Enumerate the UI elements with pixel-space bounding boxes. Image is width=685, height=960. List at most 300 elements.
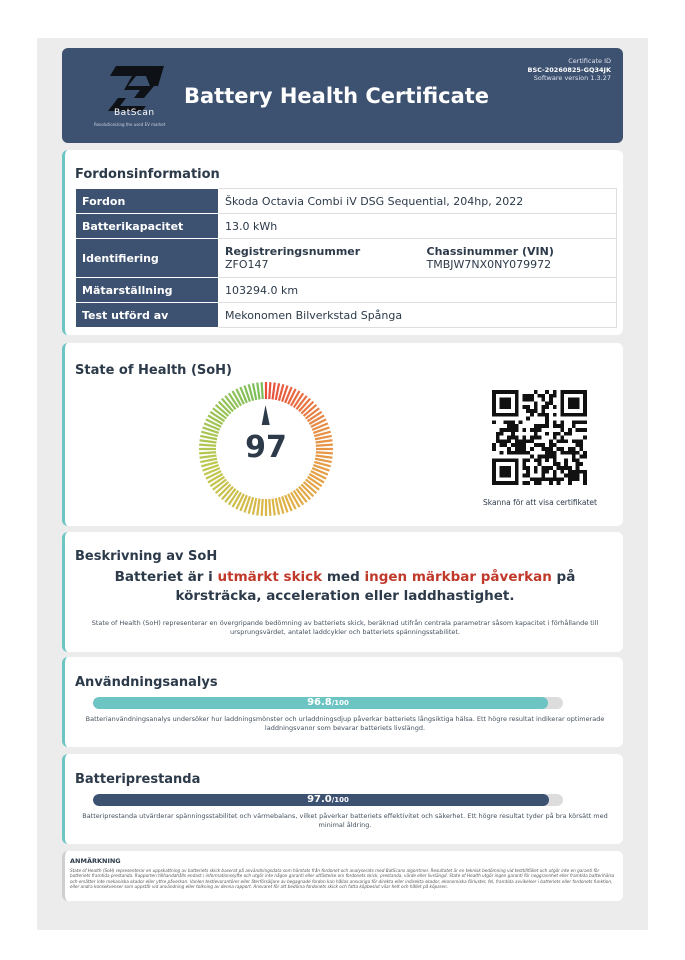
qr-module (579, 443, 583, 447)
qr-module (541, 474, 545, 478)
table-row (76, 278, 617, 303)
qr-module (530, 439, 534, 443)
qr-module (500, 481, 504, 485)
gauge-tick (262, 382, 263, 399)
qr-module (568, 398, 572, 402)
qr-module (503, 401, 507, 405)
qr-module (538, 455, 542, 459)
qr-module (515, 470, 519, 474)
qr-module (576, 458, 580, 462)
qr-module (500, 401, 504, 405)
qr-module (549, 443, 553, 447)
qr-module (511, 420, 515, 424)
qr-module (515, 424, 519, 428)
gauge-tick (262, 499, 263, 516)
qr-module (583, 394, 587, 398)
verdict-highlight: utmärkt skick (217, 569, 323, 585)
qr-module (522, 481, 526, 485)
qr-module (511, 443, 515, 447)
qr-module (534, 477, 538, 481)
qr-module (538, 458, 542, 462)
qr-module (522, 466, 526, 470)
qr-module (568, 474, 572, 478)
qr-module (572, 424, 576, 428)
qr-module (538, 481, 542, 485)
gauge-tick (269, 499, 270, 516)
qr-module (568, 401, 572, 405)
qr-module (530, 394, 534, 398)
qr-module (557, 477, 561, 481)
qr-module (579, 428, 583, 432)
verdict-text: på körsträcka, acceleration eller laddhastighet. (175, 569, 576, 604)
qr-module (496, 390, 500, 394)
qr-module (564, 466, 568, 470)
qr-module (511, 458, 515, 462)
qr-module (564, 439, 568, 443)
gauge-tick (276, 383, 279, 400)
gauge-tick (273, 499, 275, 516)
battery-performance-card (62, 754, 623, 844)
vin-value: TMBJW7NX0NY079972 (426, 258, 552, 271)
qr-module (534, 481, 538, 485)
verdict-highlight: ingen märkbar påverkan (364, 569, 552, 585)
batscan-logo-icon (106, 64, 168, 112)
qr-module (572, 405, 576, 409)
qr-module (560, 439, 564, 443)
qr-module (534, 424, 538, 428)
gauge-tick (257, 499, 259, 516)
gauge-tick (253, 383, 256, 400)
soh-title: State of Health (SoH) (75, 363, 232, 378)
qr-module (560, 470, 564, 474)
qr-module (545, 470, 549, 474)
qr-module (526, 458, 530, 462)
qr-module (492, 462, 496, 466)
qr-module (503, 413, 507, 417)
qr-module (496, 432, 500, 436)
qr-module (492, 466, 496, 470)
gauge-tick (316, 452, 333, 453)
qr-module (522, 447, 526, 451)
qr-module (568, 470, 572, 474)
qr-module (553, 470, 557, 474)
qr-module (583, 390, 587, 394)
performance-score-bar (93, 794, 563, 806)
qr-module (560, 394, 564, 398)
qr-module (492, 447, 496, 451)
qr-module (507, 401, 511, 405)
qr-module (572, 398, 576, 402)
qr-module (576, 401, 580, 405)
qr-module (576, 413, 580, 417)
qr-module (553, 462, 557, 466)
qr-module (515, 428, 519, 432)
qr-module (507, 447, 511, 451)
qr-module (538, 477, 542, 481)
certificate-header (62, 48, 623, 143)
qr-module (503, 458, 507, 462)
qr-module (568, 428, 572, 432)
qr-module (560, 398, 564, 402)
qr-module (500, 474, 504, 478)
qr-module (519, 447, 523, 451)
qr-module (538, 413, 542, 417)
qr-module (492, 474, 496, 478)
qr-module (549, 451, 553, 455)
qr-module (503, 405, 507, 409)
qr-module (538, 462, 542, 466)
qr-module (576, 477, 580, 481)
gauge-tick (253, 498, 256, 515)
qr-module (564, 451, 568, 455)
soh-gauge (196, 379, 336, 519)
row-value (219, 239, 617, 278)
qr-module (568, 451, 572, 455)
qr-module (507, 439, 511, 443)
qr-module (553, 458, 557, 462)
certificate-qr-code[interactable] (492, 390, 587, 485)
qr-module (576, 466, 580, 470)
qr-module (572, 455, 576, 459)
qr-module (492, 481, 496, 485)
qr-module (545, 458, 549, 462)
qr-module (530, 398, 534, 402)
qr-module (500, 413, 504, 417)
qr-module (560, 477, 564, 481)
qr-module (560, 447, 564, 451)
table-row (76, 239, 617, 278)
gauge-tick (316, 445, 333, 446)
qr-module (553, 455, 557, 459)
qr-module (549, 447, 553, 451)
qr-module (522, 436, 526, 440)
performance-score-value: 97.0 (307, 794, 332, 805)
soh-verdict (85, 568, 605, 606)
qr-module (568, 447, 572, 451)
qr-module (564, 462, 568, 466)
qr-module (492, 477, 496, 481)
qr-module (526, 481, 530, 485)
qr-module (553, 420, 557, 424)
qr-module (576, 428, 580, 432)
qr-module (511, 436, 515, 440)
qr-module (549, 398, 553, 402)
gauge-tick (199, 452, 216, 453)
cert-id-value: BSC-20260825-GQ34JK (527, 65, 611, 74)
qr-module (534, 436, 538, 440)
qr-module (560, 413, 564, 417)
qr-module (534, 401, 538, 405)
qr-module (549, 477, 553, 481)
qr-module (500, 470, 504, 474)
battery-performance-description: Batteriprestanda utvärderar spänningsstabilitet och värmebalans, vilket påverkar batteriets effektivitet och säkerhet. Ett högre resultat tyder på bra körsätt med minimal åldring. (82, 812, 608, 829)
vehicle-info-title: Fordonsinformation (75, 167, 220, 182)
vin-block (427, 245, 554, 271)
qr-module (553, 405, 557, 409)
qr-module (522, 474, 526, 478)
qr-module (538, 443, 542, 447)
qr-module (522, 451, 526, 455)
qr-module (503, 398, 507, 402)
qr-module (572, 470, 576, 474)
qr-module (507, 474, 511, 478)
qr-module (579, 462, 583, 466)
row-value: 103294.0 km (219, 278, 617, 303)
qr-module (541, 447, 545, 451)
qr-module (503, 470, 507, 474)
qr-module (515, 447, 519, 451)
qr-module (557, 466, 561, 470)
qr-module (526, 398, 530, 402)
qr-module (541, 409, 545, 413)
soh-description-card (62, 532, 623, 652)
qr-module (579, 455, 583, 459)
logo-wordmark: BatScan (114, 108, 155, 118)
qr-module (583, 477, 587, 481)
qr-module (576, 420, 580, 424)
qr-module (549, 401, 553, 405)
qr-module (534, 405, 538, 409)
qr-module (511, 451, 515, 455)
qr-module (530, 477, 534, 481)
qr-module (522, 428, 526, 432)
qr-module (549, 439, 553, 443)
qr-module (503, 466, 507, 470)
qr-module (579, 420, 583, 424)
qr-module (553, 413, 557, 417)
qr-module (583, 398, 587, 402)
qr-module (583, 455, 587, 459)
qr-module (526, 417, 530, 421)
qr-module (534, 443, 538, 447)
qr-module (511, 481, 515, 485)
qr-module (526, 466, 530, 470)
qr-module (492, 458, 496, 462)
qr-module (579, 390, 583, 394)
qr-module (503, 481, 507, 485)
qr-module (572, 447, 576, 451)
qr-module (515, 401, 519, 405)
qr-module (507, 424, 511, 428)
qr-module (572, 477, 576, 481)
qr-module (553, 477, 557, 481)
qr-module (568, 432, 572, 436)
qr-module (576, 390, 580, 394)
qr-module (553, 394, 557, 398)
table-row (76, 189, 617, 214)
qr-module (545, 432, 549, 436)
qr-module (553, 474, 557, 478)
row-key: Mätarställning (76, 278, 219, 303)
qr-module (526, 405, 530, 409)
soh-card (62, 343, 623, 526)
qr-module (515, 436, 519, 440)
qr-module (538, 436, 542, 440)
soh-value: 97 (245, 430, 287, 465)
qr-module (511, 432, 515, 436)
qr-module (500, 432, 504, 436)
qr-module (576, 451, 580, 455)
qr-module (545, 451, 549, 455)
qr-module (515, 405, 519, 409)
qr-module (515, 462, 519, 466)
row-key: Identifiering (76, 239, 219, 278)
qr-module (500, 466, 504, 470)
qr-module (522, 394, 526, 398)
qr-module (530, 428, 534, 432)
usage-score-value: 96.8 (307, 697, 332, 708)
gauge-tick (269, 382, 270, 399)
qr-module (549, 394, 553, 398)
qr-module (568, 477, 572, 481)
qr-module (515, 477, 519, 481)
qr-module (560, 451, 564, 455)
qr-module (500, 398, 504, 402)
qr-module (496, 458, 500, 462)
qr-module (545, 401, 549, 405)
qr-module (579, 470, 583, 474)
qr-module (530, 413, 534, 417)
qr-module (541, 470, 545, 474)
gauge-tick (199, 445, 216, 446)
qr-module (515, 443, 519, 447)
gauge-tick (316, 440, 333, 442)
qr-module (541, 424, 545, 428)
disclaimer-title: ANMÄRKNING (70, 857, 121, 865)
qr-module (526, 394, 530, 398)
qr-module (515, 458, 519, 462)
qr-module (503, 474, 507, 478)
qr-module (534, 458, 538, 462)
qr-module (515, 466, 519, 470)
qr-module (553, 451, 557, 455)
qr-module (576, 443, 580, 447)
usage-score-denominator: /100 (331, 699, 349, 707)
qr-module (560, 401, 564, 405)
qr-module (538, 424, 542, 428)
gauge-tick (316, 456, 333, 458)
qr-module (560, 420, 564, 424)
qr-module (492, 398, 496, 402)
qr-module (515, 413, 519, 417)
qr-module (579, 413, 583, 417)
qr-module (541, 477, 545, 481)
qr-module (496, 481, 500, 485)
qr-module (522, 462, 526, 466)
qr-module (553, 443, 557, 447)
qr-module (553, 390, 557, 394)
qr-module (492, 470, 496, 474)
qr-module (503, 428, 507, 432)
qr-module (492, 390, 496, 394)
qr-module (500, 439, 504, 443)
qr-module (564, 390, 568, 394)
qr-module (545, 447, 549, 451)
qr-module (560, 424, 564, 428)
qr-module (522, 398, 526, 402)
disclaimer-card (62, 851, 623, 901)
qr-module (541, 466, 545, 470)
qr-module (572, 458, 576, 462)
qr-module (568, 390, 572, 394)
qr-module (576, 398, 580, 402)
qr-module (511, 390, 515, 394)
gauge-tick (276, 498, 279, 515)
gauge-tick (315, 436, 332, 439)
gauge-tick (200, 459, 217, 462)
qr-module (579, 439, 583, 443)
qr-module (500, 405, 504, 409)
table-row (76, 303, 617, 328)
qr-module (572, 401, 576, 405)
qr-module (500, 428, 504, 432)
qr-module (549, 455, 553, 459)
qr-module (500, 443, 504, 447)
qr-module (534, 466, 538, 470)
qr-module (515, 390, 519, 394)
soh-explanation: State of Health (SoH) representerar en övergripande bedömning av batteriets skick, beräknad utifrån centrala parametrar såsom kapacitet i förhållande till ursprungsvärdet, antalet laddcykler och batteriets spänningsstabilitet. (91, 619, 599, 636)
qr-module (507, 466, 511, 470)
qr-module (492, 401, 496, 405)
qr-module (549, 466, 553, 470)
qr-module (572, 420, 576, 424)
qr-module (492, 413, 496, 417)
row-value: Škoda Octavia Combi iV DSG Sequential, 204hp, 2022 (219, 189, 617, 214)
qr-module (534, 428, 538, 432)
gauge-tick (200, 456, 217, 458)
gauge-tick (273, 383, 275, 400)
usage-score-label (93, 697, 563, 709)
qr-module (576, 462, 580, 466)
qr-module (507, 398, 511, 402)
qr-module (492, 443, 496, 447)
qr-module (576, 474, 580, 478)
gauge-tick (257, 383, 259, 400)
qr-module (522, 439, 526, 443)
qr-module (560, 466, 564, 470)
certificate-meta (528, 57, 612, 83)
usage-analysis-description: Batterianvändningsanalys undersöker hur laddningsmönster och urladdningsdjup påverkar batteriets långsiktiga hälsa. Ett högre resultat indikerar optimerade laddningsvanor som bevarar batteriets livslängd. (85, 715, 605, 732)
qr-module (522, 458, 526, 462)
row-key: Test utförd av (76, 303, 219, 328)
qr-module (519, 420, 523, 424)
qr-module (534, 432, 538, 436)
qr-module (534, 409, 538, 413)
qr-module (545, 413, 549, 417)
qr-module (583, 401, 587, 405)
gauge-tick (200, 436, 217, 439)
qr-module (526, 470, 530, 474)
qr-module (583, 428, 587, 432)
qr-module (549, 481, 553, 485)
qr-module (503, 443, 507, 447)
qr-module (545, 417, 549, 421)
registration-label: Registreringsnummer (225, 245, 361, 258)
qr-module (492, 405, 496, 409)
qr-module (564, 432, 568, 436)
qr-module (500, 390, 504, 394)
row-key: Batterikapacitet (76, 214, 219, 239)
qr-module (507, 390, 511, 394)
qr-module (526, 409, 530, 413)
qr-module (515, 398, 519, 402)
qr-module (553, 432, 557, 436)
qr-module (500, 458, 504, 462)
qr-module (557, 481, 561, 485)
qr-module (560, 405, 564, 409)
logo-tagline: Revolutionizing the used EV market (94, 122, 166, 127)
qr-module (515, 481, 519, 485)
